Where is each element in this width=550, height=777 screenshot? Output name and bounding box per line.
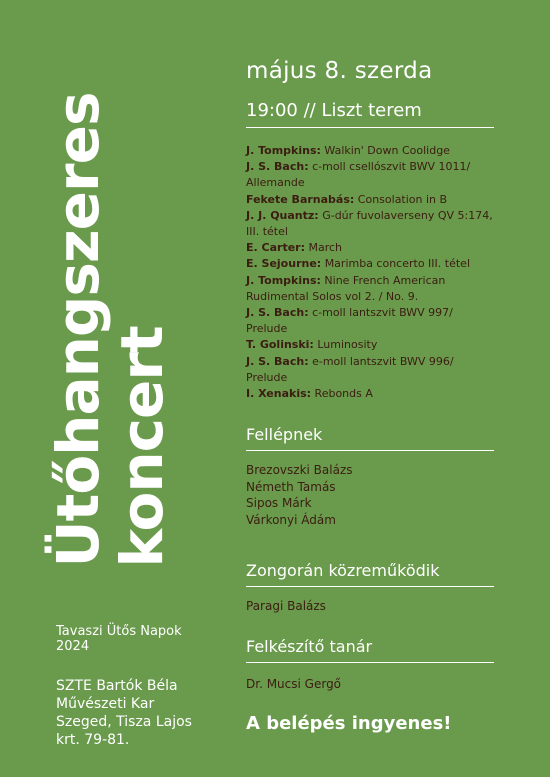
pianist-name: Paragi Balázs bbox=[246, 599, 326, 613]
program-item bbox=[246, 256, 496, 272]
program-list bbox=[246, 143, 496, 402]
program-item bbox=[246, 386, 496, 402]
title-line-2: koncert bbox=[108, 326, 176, 568]
title-line-1: Ütőhangszeres bbox=[44, 92, 112, 568]
performer-name: Németh Tamás bbox=[246, 479, 336, 494]
program-work: G-dúr fuvolaverseny QV 5:174, III. tétel bbox=[246, 208, 493, 239]
program-item bbox=[246, 143, 496, 159]
festival-block bbox=[56, 624, 182, 654]
free-entry-notice: A belépés ingyenes! bbox=[246, 713, 452, 734]
performer-name: Várkonyi Ádám bbox=[246, 512, 336, 527]
program-composer: J. Tompkins: bbox=[246, 273, 321, 287]
program-item bbox=[246, 192, 496, 208]
program-item bbox=[246, 337, 496, 353]
program-work: Marimba concerto III. tétel bbox=[324, 257, 471, 271]
teacher-name: Dr. Mucsi Gergő bbox=[246, 677, 342, 691]
venue-line: krt. 79-81. bbox=[56, 732, 130, 748]
program-work: Luminosity bbox=[317, 338, 378, 352]
teacher-heading: Felkészítő tanár bbox=[246, 637, 494, 663]
program-work: Consolation in B bbox=[357, 192, 448, 206]
festival-year: 2024 bbox=[56, 639, 90, 654]
venue-line: Művészeti Kar bbox=[56, 696, 155, 712]
program-work: c-moll csellószvit BWV 1011/ Allemande bbox=[246, 160, 471, 190]
program-composer: J. S. Bach: bbox=[246, 160, 309, 174]
program-item bbox=[246, 240, 496, 256]
concert-date: május 8. szerda bbox=[246, 58, 433, 84]
program-composer: J. Tompkins: bbox=[246, 144, 321, 157]
program-work: e-moll lantszvit BWV 996/ Prelude bbox=[246, 354, 454, 384]
program-composer: Fekete Barnabás: bbox=[246, 192, 355, 206]
program-work: Nine French American Rudimental Solos vol 2. / No. 9. bbox=[246, 273, 446, 303]
program-item bbox=[246, 208, 496, 240]
performers-list bbox=[246, 462, 353, 528]
program-work: March bbox=[308, 241, 343, 255]
venue-line: SZTE Bartók Béla bbox=[56, 678, 178, 694]
performer-name: Sipos Márk bbox=[246, 496, 312, 510]
program-work: c-moll lantszvit BWV 997/ Prelude bbox=[246, 306, 453, 336]
performers-heading: Fellépnek bbox=[246, 425, 494, 451]
program-item bbox=[246, 305, 496, 337]
program-item bbox=[246, 354, 496, 386]
program-composer: I. Xenakis: bbox=[246, 387, 312, 401]
venue-line: Szeged, Tisza Lajos bbox=[56, 714, 192, 730]
festival-name: Tavaszi Ütős Napok bbox=[56, 624, 182, 639]
venue-address bbox=[56, 677, 192, 749]
program-composer: T. Golinski: bbox=[246, 338, 314, 352]
vertical-title bbox=[46, 93, 174, 568]
performer-name: Brezovszki Balázs bbox=[246, 463, 353, 477]
program-work: Rebonds A bbox=[314, 387, 373, 401]
program-composer: E. Sejourne: bbox=[246, 257, 322, 271]
program-item bbox=[246, 273, 496, 305]
program-composer: J. J. Quantz: bbox=[246, 208, 319, 222]
time-and-place: 19:00 // Liszt terem bbox=[246, 100, 494, 128]
program-composer: J. S. Bach: bbox=[246, 354, 309, 368]
program-composer: E. Carter: bbox=[246, 241, 305, 255]
program-item bbox=[246, 159, 496, 191]
piano-heading: Zongorán közreműködik bbox=[246, 561, 494, 587]
program-work: Walkin' Down Coolidge bbox=[324, 144, 450, 157]
program-composer: J. S. Bach: bbox=[246, 306, 309, 320]
